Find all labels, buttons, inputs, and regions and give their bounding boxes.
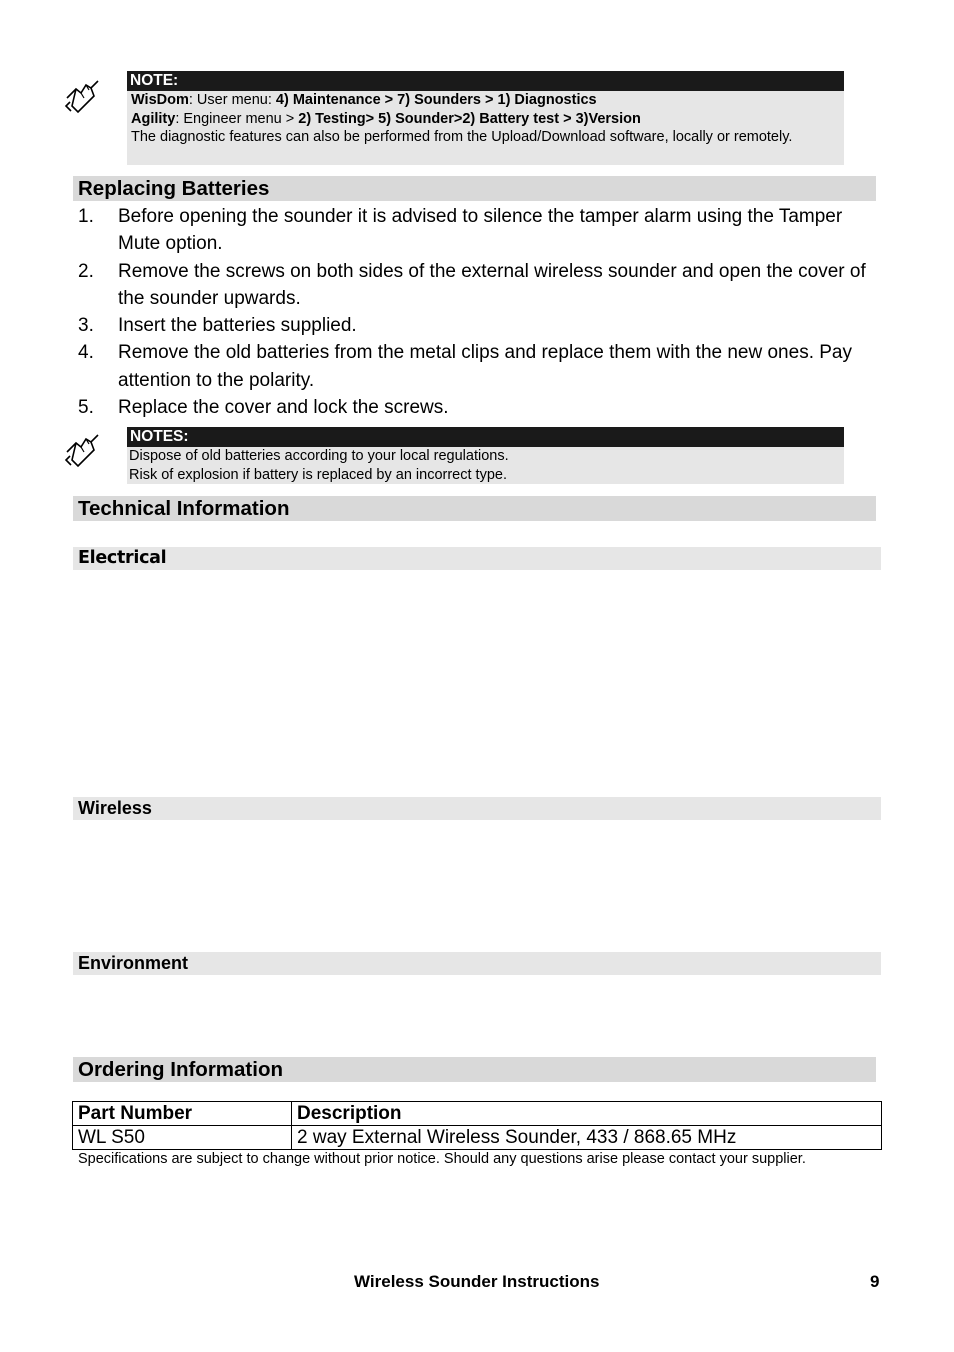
list-item: 1. Before opening the sounder it is advised to silence the tamper alarm using the Tamper Mute option. (78, 206, 843, 255)
section-heading-replacing-batteries: Replacing Batteries (73, 176, 876, 201)
table-row (73, 1126, 882, 1150)
section-heading-ordering-information: Ordering Information (73, 1057, 876, 1082)
table-header-row (73, 1102, 882, 1126)
note-agility-label: Agility (131, 110, 176, 127)
subheading-environment: Environment (73, 952, 881, 975)
notes-heading: NOTES: (127, 427, 844, 447)
section-heading-technical-information: Technical Information (73, 496, 876, 521)
disclaimer-text: Specifications are subject to change without prior notice. Should any questions arise please contact your supplier. (78, 1151, 806, 1167)
notes-dispose-text: Dispose of old batteries according to your local regulations. (129, 448, 509, 464)
page-number: 9 (870, 1272, 880, 1291)
cell-description: 2 way External Wireless Sounder, 433 / 868.65 MHz (292, 1126, 882, 1150)
note-agility-path: 2) Testing> 5) Sounder>2) Battery test > 3)Version (298, 110, 641, 127)
notes-box (127, 427, 844, 484)
note-box (127, 71, 844, 165)
footer-title: Wireless Sounder Instructions (354, 1272, 600, 1291)
note-wisdom-label: WisDom (131, 92, 189, 108)
note-wisdom-text: : User menu: (188, 92, 276, 108)
note-agility-text: : Engineer menu > (175, 110, 299, 127)
list-item: 3. Insert the batteries supplied. (78, 315, 357, 337)
note-agility-line (131, 110, 840, 129)
note-wisdom-line (131, 91, 840, 110)
list-item: 2. Remove the screws on both sides of the external wireless sounder and open the cover of the sounder upwards. (78, 260, 866, 309)
cell-part-number: WL S50 (73, 1126, 292, 1150)
note-hand-icon (64, 430, 100, 470)
subheading-wireless: Wireless (73, 797, 881, 820)
subheading-electrical: Electrical (73, 547, 881, 570)
header-description: Description (292, 1102, 882, 1126)
notes-explosion-text: Risk of explosion if battery is replaced by an incorrect type. (129, 466, 507, 483)
note-hand-icon (64, 76, 100, 116)
note-heading: NOTE: (127, 71, 844, 91)
note-wisdom-path: 4) Maintenance > 7) Sounders > 1) Diagnostics (275, 92, 597, 108)
replacing-steps-list (78, 203, 878, 421)
header-part-number: Part Number (73, 1102, 292, 1126)
list-item: 5. Replace the cover and lock the screws. (78, 397, 449, 419)
ordering-table (72, 1101, 882, 1150)
note-diagnostic-text: The diagnostic features can also be performed from the Upload/Download software, locally or remotely. (131, 129, 793, 145)
list-item: 4. Remove the old batteries from the metal clips and replace them with the new ones. Pay attention to the polarity. (78, 342, 852, 391)
